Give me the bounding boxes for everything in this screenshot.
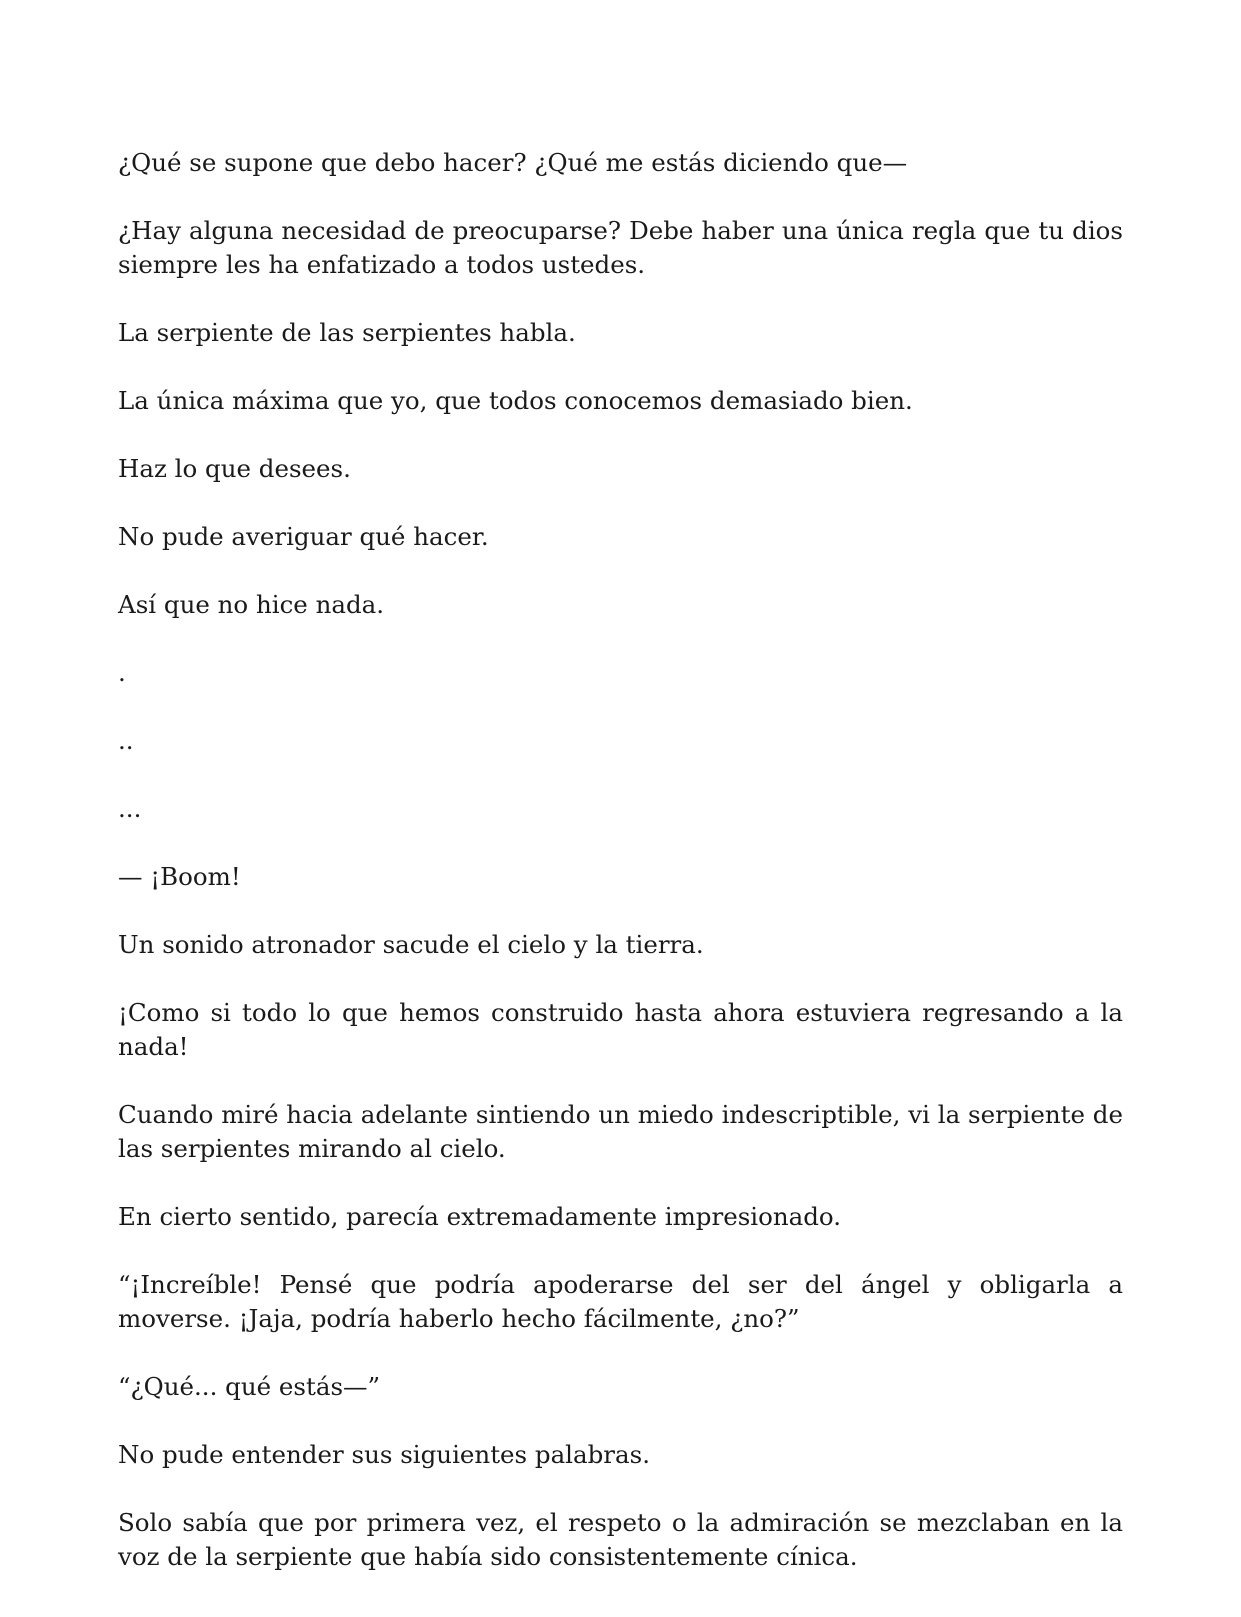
ellipsis-line: . — [118, 658, 126, 687]
paragraph: Cuando miré hacia adelante sintiendo un miedo indescriptible, vi la serpiente de las serpientes mirando al cielo. — [118, 1100, 1123, 1163]
paragraph: La única máxima que yo, que todos conocemos demasiado bien. — [118, 386, 913, 415]
ellipsis-line: ... — [118, 794, 142, 823]
paragraph: ¿Qué se supone que debo hacer? ¿Qué me estás diciendo que— — [118, 148, 908, 177]
paragraph: Haz lo que desees. — [118, 454, 351, 483]
paragraph: ¿Hay alguna necesidad de preocuparse? Debe haber una única regla que tu dios siempre les ha enfatizado a todos ustedes. — [118, 216, 1123, 279]
paragraph: No pude averiguar qué hacer. — [118, 522, 489, 551]
paragraph: La serpiente de las serpientes habla. — [118, 318, 576, 347]
paragraph: Solo sabía que por primera vez, el respeto o la admiración se mezclaban en la voz de la serpiente que había sido consistentemente cínica. — [118, 1508, 1123, 1571]
paragraph: — ¡Boom! — [118, 862, 241, 891]
paragraph: No pude entender sus siguientes palabras. — [118, 1440, 650, 1469]
paragraph: En cierto sentido, parecía extremadamente impresionado. — [118, 1202, 842, 1231]
paragraph: Así que no hice nada. — [118, 590, 385, 619]
document-page — [118, 146, 1123, 1608]
paragraph: “¿Qué... qué estás—” — [118, 1372, 381, 1401]
paragraph: ¡Como si todo lo que hemos construido hasta ahora estuviera regresando a la nada! — [118, 998, 1123, 1061]
paragraph: “¡Increíble! Pensé que podría apoderarse del ser del ángel y obligarla a moverse. ¡Jaja, podría haberlo hecho fácilmente, ¿no?” — [118, 1270, 1123, 1333]
ellipsis-line: .. — [118, 726, 134, 755]
paragraph: Un sonido atronador sacude el cielo y la tierra. — [118, 930, 704, 959]
